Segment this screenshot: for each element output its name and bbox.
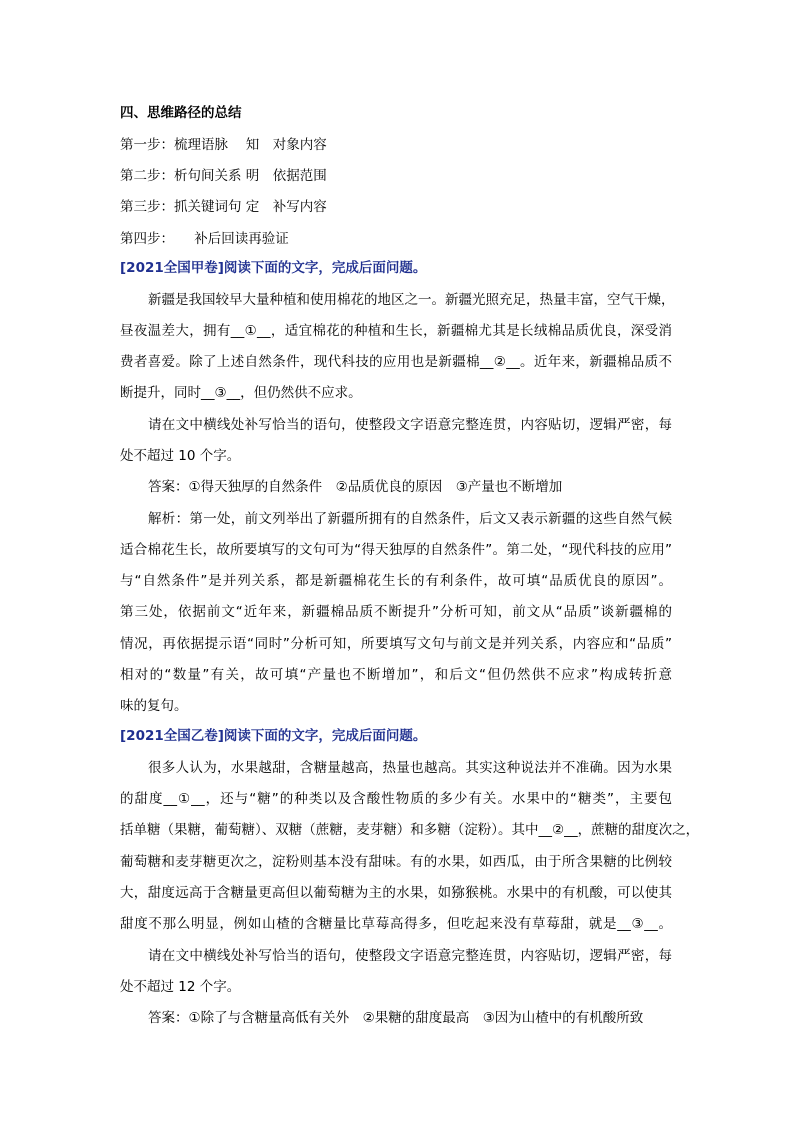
instruction-line: 处不超过 10 个字。: [120, 448, 241, 464]
question-title: [2021全国甲卷]阅读下面的文字，完成后面问题。: [120, 260, 427, 276]
analysis-line: 解析：第一处，前文列举出了新疆所拥有的自然条件，后文又表示新疆的这些自然气候: [148, 511, 672, 527]
step-line: 第一步：梳理语脉 知 对象内容: [120, 137, 327, 153]
step-line: 第四步： 补后回读再验证: [120, 231, 289, 247]
passage-line: 费者喜爱。除了上述自然条件，现代科技的应用也是新疆棉__②__。近年来，新疆棉品质不: [120, 354, 672, 370]
passage-line: 断提升，同时__③__，但仍然供不应求。: [120, 385, 362, 401]
instruction-line: 处不超过 12 个字。: [120, 979, 241, 995]
passage-line: 大，甜度远高于含糖量更高但以葡萄糖为主的水果，如猕猴桃。水果中的有机酸，可以使其: [120, 885, 672, 901]
analysis-line: 适合棉花生长，故所要填写的文句可为“得天独厚的自然条件”。第二处，“现代科技的应用”: [120, 542, 672, 558]
answer-line: 答案：①得天独厚的自然条件 ②品质优良的原因 ③产量也不断增加: [148, 479, 563, 495]
analysis-line: 与“自然条件”是并列关系，都是新疆棉花生长的有利条件，故可填“品质优良的原因”。: [120, 573, 672, 589]
passage-line: 很多人认为，水果越甜，含糖量越高，热量也越高。其实这种说法并不准确。因为水果: [148, 760, 672, 776]
passage-line: 括单糖（果糖，葡萄糖）、双糖（蔗糖，麦芽糖）和多糖（淀粉）。其中__②__，蔗糖的甜度次之，: [120, 822, 700, 838]
answer-line: 答案：①除了与含糖量高低有关外 ②果糖的甜度最高 ③因为山楂中的有机酸所致: [148, 1010, 644, 1026]
question-title: [2021全国乙卷]阅读下面的文字，完成后面问题。: [120, 728, 427, 744]
step-line: 第三步：抓关键词句 定 补写内容: [120, 199, 327, 215]
analysis-line: 味的复句。: [120, 698, 188, 714]
step-line: 第二步：析句间关系 明 依据范围: [120, 168, 327, 184]
instruction-line: 请在文中横线处补写恰当的语句，使整段文字语意完整连贯，内容贴切，逻辑严密，每: [148, 948, 672, 964]
instruction-line: 请在文中横线处补写恰当的语句，使整段文字语意完整连贯，内容贴切，逻辑严密，每: [148, 417, 672, 433]
section-heading: 四、思维路径的总结: [120, 105, 242, 121]
passage-line: 新疆是我国较早大量种植和使用棉花的地区之一。新疆光照充足，热量丰富，空气干燥，: [148, 292, 675, 308]
analysis-line: 第三处，依据前文“近年来，新疆棉品质不断提升”分析可知，前文从“品质”谈新疆棉的: [120, 604, 672, 620]
passage-line: 昼夜温差大，拥有__①__，适宜棉花的种植和生长，新疆棉尤其是长绒棉品质优良，深受消: [120, 323, 672, 339]
passage-line: 葡萄糖和麦芽糖更次之，淀粉则基本没有甜味。有的水果，如西瓜，由于所含果糖的比例较: [120, 854, 672, 870]
passage-line: 甜度不那么明显，例如山楂的含糖量比草莓高得多，但吃起来没有草莓甜，就是__③__。: [120, 916, 672, 932]
passage-line: 的甜度__①__，还与“糖”的种类以及含酸性物质的多少有关。水果中的“糖类”，主要包: [120, 791, 672, 807]
analysis-line: 情况，再依据提示语“同时”分析可知，所要填写文句与前文是并列关系，内容应和“品质”: [120, 636, 672, 652]
analysis-line: 相对的“数量”有关，故可填“产量也不断增加”，和后文“但仍然供不应求”构成转折意: [120, 667, 672, 683]
